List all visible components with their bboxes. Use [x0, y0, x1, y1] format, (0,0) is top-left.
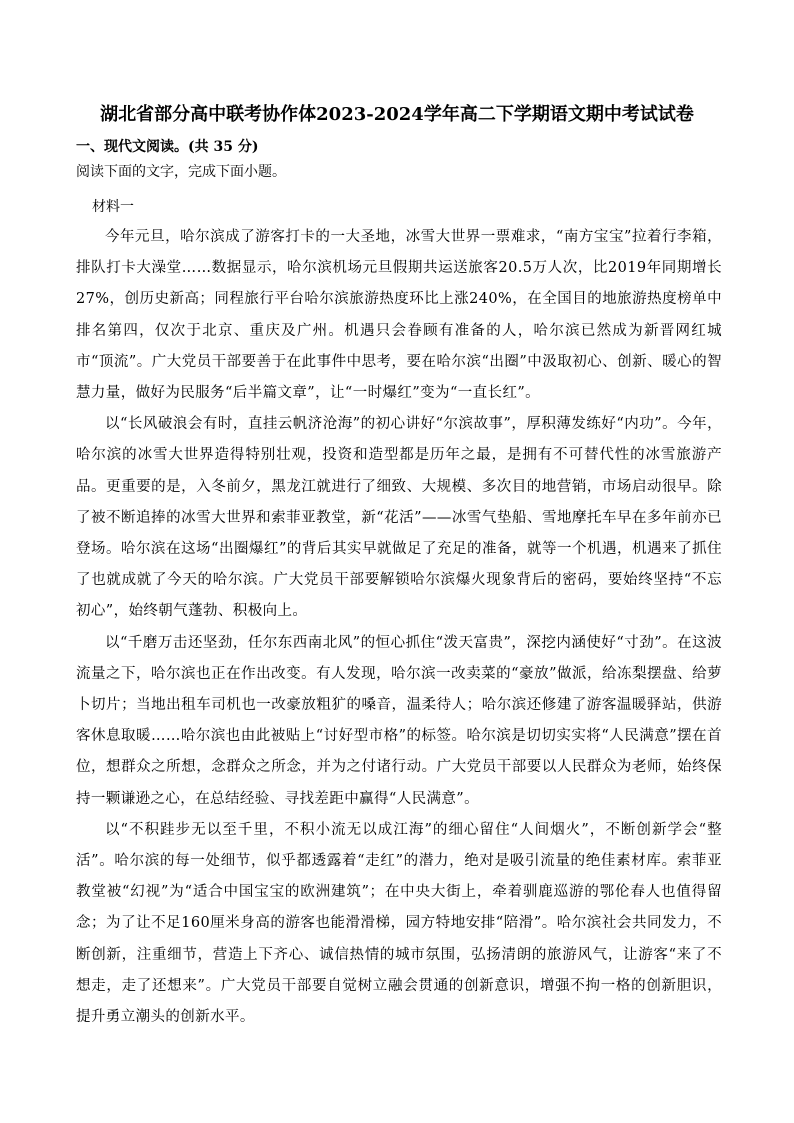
exam-title: 湖北省部分高中联考协作体2023-2024学年高二下学期语文期中考试试卷: [100, 104, 694, 125]
passage-paragraph-3: 以“千磨万击还坚劲，任尔东西南北风”的恒心抓住“泼天富贵”，深挖内涵使好“寸劲”。在这波流量之下，哈尔滨也正在作出改变。有人发现，哈尔滨一改卖菜的“豪放”做派，给冻梨摆盘、给萝卜切片；当地出租车司机也一改豪放粗犷的嗓音，温柔待人；哈尔滨还修建了游客温暖驿站，供游客休息取暖……哈尔滨也由此被贴上“讨好型市格”的标签。哈尔滨是切切实实将“人民满意”摆在首位，想群众之所想，念群众之所念，并为之付诸行动。广大党员干部要以人民群众为老师，始终保持一颗谦逊之心，在总结经验、寻找差距中赢得“人民满意”。: [76, 634, 722, 807]
passage-paragraph-2: 以“长风破浪会有时，直挂云帆济沧海”的初心讲好“尔滨故事”，厚积薄发练好“内功”。今年，哈尔滨的冰雪大世界造得特别壮观，投资和造型都是历年之最，是拥有不可替代性的冰雪旅游产品。更重要的是，入冬前夕，黑龙江就进行了细致、大规模、多次目的地营销，市场启动很早。除了被不断追捧的冰雪大世界和索菲亚教堂，新“花活”——冰雪气垫船、雪地摩托车早在多年前亦已登场。哈尔滨在这场“出圈爆红”的背后其实早就做足了充足的准备，就等一个机遇，机遇来了抓住了也就成就了今天的哈尔滨。广大党员干部要解锁哈尔滨爆火现象背后的密码，要始终坚持“不忘初心”，始终朝气蓬勃、积极向上。: [76, 416, 722, 620]
passage-paragraph-1: 今年元旦，哈尔滨成了游客打卡的一大圣地，冰雪大世界一票难求，“南方宝宝”拉着行李箱，排队打卡大澡堂……数据显示，哈尔滨机场元旦假期共运送旅客20.5万人次，比2019年同期增长27%，创历史新高；同程旅行平台哈尔滨旅游热度环比上涨240%，在全国目的地旅游热度榜单中排名第四，仅次于北京、重庆及广州。机遇只会眷顾有准备的人，哈尔滨已然成为新晋网红城市“顶流”。广大党员干部要善于在此事件中思考，要在哈尔滨“出圈”中汲取初心、创新、暖心的智慧力量，做好为民服务“后半篇文章”，让“一时爆红”变为“一直长红”。: [76, 229, 722, 402]
section-heading: 一、现代文阅读。(共 35 分): [76, 139, 259, 155]
passage-paragraph-4: 以“不积跬步无以至千里，不积小流无以成江海”的细心留住“人间烟火”，不断创新学会“整活”。哈尔滨的每一处细节，似乎都透露着“走红”的潜力，绝对是吸引流量的绝佳素材库。索菲亚教堂被“幻视”为“适合中国宝宝的欧洲建筑”；在中央大街上，牵着驯鹿巡游的鄂伦春人也值得留念；为了让不足160厘米身高的游客也能滑滑梯，园方特地安排“陪滑”。哈尔滨社会共同发力，不断创新，注重细节，营造上下齐心、诚信热情的城市氛围，弘扬清朗的旅游风气，让游客“来了不想走，走了还想来”。广大党员干部要自觉树立融会贯通的创新意识，增强不拘一格的创新胆识，提升勇立潮头的创新水平。: [76, 821, 722, 1026]
material-label: 材料一: [92, 199, 134, 215]
passage-body: [76, 222, 722, 1033]
reading-instruction: 阅读下面的文字，完成下面小题。: [76, 164, 286, 180]
